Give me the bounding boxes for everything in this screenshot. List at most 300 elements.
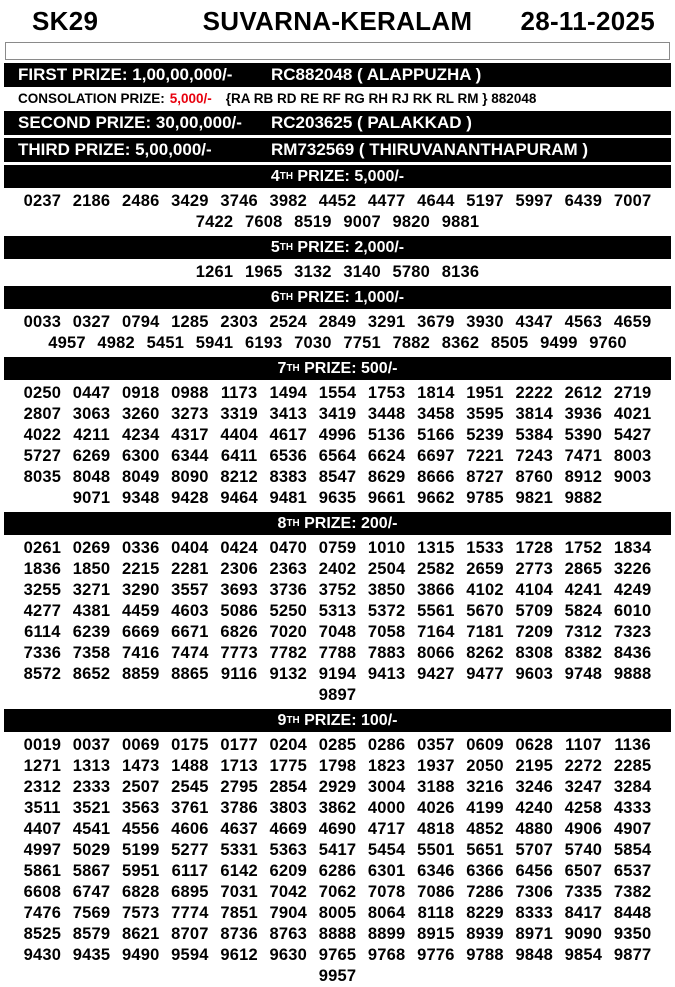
prize-number: 1713 [220,757,258,775]
tier-rank: 5 [270,238,280,256]
prize-number: 9821 [515,489,553,507]
prize-number: 7062 [318,883,357,901]
prize-number: 4690 [318,820,357,838]
prize-number: 5277 [171,841,209,859]
number-row [0,945,675,966]
prize-number: 4563 [564,313,603,331]
prize-number: 9490 [121,946,160,964]
number-row [0,840,675,861]
prize-number: 7474 [171,644,209,662]
prize-number: 0988 [171,384,209,402]
prize-number: 7221 [466,447,504,465]
prize-number: 9957 [318,967,357,985]
prize-number: 6536 [269,447,308,465]
prize-number: 3004 [367,778,406,796]
prize-number: 5384 [515,426,553,444]
prize-number: 1834 [613,539,652,557]
prize-number: 4880 [515,820,553,838]
number-row [0,312,675,333]
number-row [0,664,675,685]
prize-number: 5166 [417,426,455,444]
prize-number: 4258 [564,799,603,817]
draw-date: 28-11-2025 [520,6,655,36]
number-row [0,580,675,601]
prize-number: 3746 [220,192,258,210]
prize-number: 6114 [24,623,61,641]
prize-number: 6193 [244,334,283,352]
prize-number: 3736 [269,581,308,599]
tier-header: 8 TH PRIZE: 200/- [4,512,671,535]
prize-number: 8865 [171,665,209,683]
prize-number: 4606 [171,820,209,838]
tier-rank: 8 [277,514,287,532]
prize-number: 2545 [171,778,209,796]
prize-number: 3448 [367,405,406,423]
prize-number: 2507 [121,778,160,796]
prize-number: 4022 [23,426,62,444]
number-row [0,966,675,987]
prize-number: 9132 [269,665,308,683]
prize-number: 9662 [417,489,455,507]
prize-number: 1798 [318,757,357,775]
prize-number: 7336 [23,644,62,662]
prize-number: 1965 [244,263,283,281]
prize-number: 8090 [171,468,209,486]
prize-number: 4541 [72,820,111,838]
third-prize-label: THIRD PRIZE: 5,00,000/- [18,140,212,159]
prize-number: 4996 [318,426,357,444]
prize-number: 9882 [564,489,603,507]
consolation-label: CONSOLATION PRIZE: [18,91,165,106]
number-row [0,685,675,706]
prize-number: 9888 [613,665,652,683]
number-row [0,404,675,425]
prize-number: 3271 [72,581,111,599]
number-row [0,601,675,622]
prize-number: 8621 [121,925,160,943]
prize-number: 7422 [195,213,234,231]
prize-number: 7286 [466,883,504,901]
prize-number: 0204 [269,736,308,754]
prize-number: 5824 [564,602,603,620]
prize-number: 0261 [23,539,62,557]
prize-number: 2659 [466,560,504,578]
prize-number: 6826 [220,623,258,641]
prize-number: 7031 [220,883,258,901]
number-row [0,538,675,559]
prize-number: 2504 [367,560,406,578]
prize-number: 2849 [318,313,357,331]
prize-number: 5199 [121,841,160,859]
blank-strip [5,42,670,60]
prize-number: 5029 [72,841,111,859]
prize-number: 8652 [72,665,111,683]
prize-number: 3752 [318,581,357,599]
prize-number: 7058 [367,623,406,641]
prize-number: 4906 [564,820,603,838]
prize-number: 8912 [564,468,603,486]
prize-number: 7358 [72,644,111,662]
prize-number: 7416 [121,644,160,662]
prize-number: 9881 [441,213,480,231]
prize-number: 8629 [367,468,406,486]
number-row [0,643,675,664]
number-row [0,467,675,488]
prize-number: 4644 [417,192,455,210]
prize-number: 8436 [613,644,652,662]
prize-number: 8362 [441,334,480,352]
prize-number: 7323 [613,623,652,641]
prize-number: 7209 [515,623,553,641]
prize-number: 4333 [613,799,652,817]
prize-number: 4102 [466,581,504,599]
second-prize-bar [4,111,671,135]
prize-number: 0177 [220,736,258,754]
prize-number: 6346 [417,862,455,880]
prize-number: 7751 [343,334,381,352]
prize-number: 4452 [318,192,357,210]
prize-number: 8048 [72,468,111,486]
prize-number: 7306 [515,883,553,901]
prize-number: 2281 [171,560,209,578]
prize-number: 5709 [515,602,553,620]
prize-number: 6507 [564,862,603,880]
prize-number: 5861 [23,862,62,880]
prize-number: 8049 [121,468,160,486]
page-title: SUVARNA-KERALAM [202,6,473,36]
prize-number: 3803 [269,799,308,817]
prize-number: 2795 [220,778,258,796]
number-row [0,446,675,467]
prize-number: 3521 [72,799,111,817]
prize-number: 8212 [220,468,258,486]
prize-number: 5854 [613,841,652,859]
prize-number: 6117 [171,862,209,880]
tier-header: 5 TH PRIZE: 2,000/- [4,236,671,259]
prize-number: 4026 [417,799,455,817]
number-row [0,212,675,233]
second-prize-label: SECOND PRIZE: 30,00,000/- [18,113,242,132]
prize-number: 2773 [515,560,553,578]
prize-number: 3247 [564,778,603,796]
number-row [0,882,675,903]
prize-number: 9090 [564,925,603,943]
prize-number: 0175 [171,736,209,754]
tier-header: 6 TH PRIZE: 1,000/- [4,286,671,309]
prize-number: 3255 [23,581,62,599]
prize-number: 4277 [23,602,62,620]
prize-number: 5417 [318,841,357,859]
prize-number: 4717 [367,820,406,838]
prize-number: 8003 [613,447,652,465]
prize-number: 6671 [171,623,209,641]
prize-number: 3930 [466,313,504,331]
prize-number: 1494 [269,384,308,402]
third-prize-winner: RM732569 ( THIRUVANANTHAPURAM ) [271,140,589,159]
prize-number: 4997 [23,841,62,859]
number-row [0,777,675,798]
prize-number: 2363 [269,560,308,578]
prize-number: 6411 [220,447,258,465]
prize-number: 0628 [515,736,553,754]
prize-number: 1488 [171,757,209,775]
prize-number: 4241 [564,581,603,599]
masthead [0,2,675,40]
prize-number: 9768 [367,946,406,964]
prize-number: 2306 [220,560,258,578]
prize-number: 6142 [220,862,258,880]
prize-number: 7904 [269,904,308,922]
prize-number: 1271 [23,757,62,775]
prize-number: 3132 [294,263,332,281]
prize-number: 9194 [318,665,357,683]
prize-number: 4907 [613,820,652,838]
prize-number: 9350 [613,925,652,943]
prize-number: 2285 [613,757,652,775]
prize-number: 9464 [220,489,258,507]
prize-number: 0357 [417,736,455,754]
prize-number: 7020 [269,623,308,641]
prize-number: 9116 [220,665,258,683]
prize-number: 6456 [515,862,553,880]
prize-number: 5740 [564,841,603,859]
prize-number: 9820 [392,213,431,231]
tier-rank: 9 [277,711,287,729]
prize-number: 5501 [417,841,455,859]
prize-number: 6239 [72,623,111,641]
prize-number: 0285 [318,736,357,754]
prize-number: 4669 [269,820,308,838]
prize-number: 9760 [589,334,627,352]
prize-number: 9477 [466,665,504,683]
prize-number: 5197 [466,192,504,210]
prize-number: 9007 [343,213,381,231]
prize-number: 1173 [220,384,258,402]
number-row [0,756,675,777]
prize-number: 9612 [220,946,258,964]
prize-number: 5941 [195,334,234,352]
prize-number: 9427 [417,665,455,683]
prize-number: 7086 [417,883,455,901]
prize-number: 4659 [613,313,652,331]
prize-number: 3866 [417,581,455,599]
prize-number: 0404 [171,539,209,557]
prize-number: 1814 [417,384,455,402]
prize-number: 2612 [564,384,603,402]
prize-number: 8035 [23,468,62,486]
prize-number: 0918 [121,384,160,402]
prize-number: 8262 [466,644,504,662]
prize-number: 4459 [121,602,160,620]
number-row [0,383,675,404]
prize-number: 7382 [613,883,652,901]
prize-number: 3246 [515,778,553,796]
prize-number: 4852 [466,820,504,838]
prize-number: 4407 [23,820,62,838]
prize-number: 8519 [294,213,332,231]
prize-number: 3140 [343,263,381,281]
prize-number: 6608 [23,883,62,901]
prize-number: 3862 [318,799,357,817]
prize-number: 0470 [269,539,308,557]
prize-number: 2524 [269,313,308,331]
prize-number: 8859 [121,665,160,683]
prize-number: 9788 [466,946,504,964]
prize-number: 7569 [72,904,111,922]
prize-number: 1533 [466,539,504,557]
prize-number: 9481 [269,489,308,507]
prize-number: 5454 [367,841,406,859]
prize-number: 1823 [367,757,406,775]
prize-number: 8118 [417,904,455,922]
prize-number: 0794 [121,313,160,331]
prize-number: 9897 [318,686,357,704]
second-prize-winner: RC203625 ( PALAKKAD ) [271,113,472,132]
prize-number: 5727 [23,447,62,465]
prize-number: 0286 [367,736,406,754]
prize-number: 1752 [564,539,603,557]
prize-number: 0033 [23,313,62,331]
prize-number: 2929 [318,778,357,796]
prize-number: 2222 [515,384,553,402]
prize-number: 8707 [171,925,209,943]
prize-number: 3679 [417,313,455,331]
prize-number: 1285 [171,313,209,331]
number-row [0,861,675,882]
prize-number: 0424 [220,539,258,557]
prize-number: 2719 [613,384,652,402]
prize-number: 3761 [171,799,209,817]
prize-number: 0019 [23,736,62,754]
prize-number: 6439 [564,192,603,210]
prize-number: 7243 [515,447,553,465]
prize-number: 3595 [466,405,504,423]
prize-number: 9428 [171,489,209,507]
prize-number: 9748 [564,665,603,683]
prize-number: 7078 [367,883,406,901]
prize-number: 1473 [121,757,160,775]
prize-number: 7573 [121,904,160,922]
prize-number: 0336 [121,539,160,557]
prize-number: 8005 [318,904,357,922]
prize-number: 1850 [72,560,111,578]
tier-amount: PRIZE: 500/- [299,359,398,377]
prize-number: 4637 [220,820,258,838]
prize-number: 7048 [318,623,357,641]
draw-code: SK29 [32,6,99,36]
number-row [0,262,675,283]
prize-number: 3319 [220,405,258,423]
tier-rank: 6 [270,288,280,306]
tier-amount: PRIZE: 200/- [299,514,398,532]
prize-number: 5363 [269,841,308,859]
prize-number: 4818 [417,820,455,838]
prize-number: 9348 [121,489,160,507]
first-prize-label: FIRST PRIZE: 1,00,00,000/- [18,65,233,84]
prize-number: 8417 [564,904,603,922]
first-prize-winner: RC882048 ( ALAPPUZHA ) [271,65,482,84]
prize-number: 4404 [220,426,258,444]
prize-number: 8915 [417,925,455,943]
prize-number: 1836 [23,560,62,578]
prize-number: 8760 [515,468,553,486]
prize-number: 1937 [417,757,455,775]
prize-number: 7030 [294,334,332,352]
prize-number: 6269 [72,447,111,465]
prize-number: 5780 [392,263,431,281]
prize-number: 3563 [121,799,160,817]
tier-amount: PRIZE: 5,000/- [292,167,405,185]
prize-number: 5086 [220,602,258,620]
prize-number: 1313 [72,757,111,775]
number-row [0,798,675,819]
prize-number: 6564 [318,447,357,465]
prize-number: 3226 [613,560,652,578]
prize-number: 8899 [367,925,406,943]
prize-number: 7773 [220,644,258,662]
prize-number: 4000 [367,799,406,817]
tier-amount: PRIZE: 100/- [299,711,398,729]
prize-number: 8547 [318,468,357,486]
prize-number: 7042 [269,883,308,901]
prize-number: 2303 [220,313,258,331]
tier-amount: PRIZE: 2,000/- [292,238,405,256]
prize-number: 4477 [367,192,406,210]
prize-number: 3284 [613,778,652,796]
prize-number: 7851 [220,904,258,922]
number-row [0,903,675,924]
prize-number: 5136 [367,426,406,444]
prize-number: 3982 [269,192,308,210]
prize-number: 1136 [614,736,651,754]
prize-number: 3814 [515,405,553,423]
prize-number: 1261 [195,263,234,281]
prize-number: 1010 [367,539,406,557]
prize-number: 0269 [72,539,111,557]
prize-number: 9413 [367,665,406,683]
prize-number: 8736 [220,925,258,943]
prize-number: 2486 [121,192,160,210]
prize-number: 3216 [466,778,504,796]
prize-number: 9603 [515,665,553,683]
prize-number: 4021 [613,405,652,423]
prize-number: 8888 [318,925,357,943]
prize-number: 2272 [564,757,603,775]
tier-rank: 4 [270,167,280,185]
prize-number: 4211 [73,426,110,444]
prize-number: 4957 [48,334,86,352]
prize-number: 7782 [269,644,308,662]
prize-number: 3291 [367,313,406,331]
prize-number: 9430 [23,946,62,964]
prize-number: 7476 [23,904,62,922]
prize-number: 2312 [23,778,62,796]
number-row [0,559,675,580]
prize-number: 9499 [540,334,578,352]
prize-number: 1315 [417,539,455,557]
prize-number: 3557 [171,581,209,599]
prize-number: 3419 [318,405,357,423]
prize-number: 3413 [269,405,308,423]
prize-number: 7882 [392,334,431,352]
prize-number: 0327 [72,313,111,331]
prize-number: 9594 [171,946,209,964]
prize-number: 6344 [171,447,209,465]
prize-number: 9877 [613,946,652,964]
prize-number: 2807 [23,405,62,423]
consolation-amount: 5,000/- [169,91,212,106]
prize-number: 6366 [466,862,504,880]
